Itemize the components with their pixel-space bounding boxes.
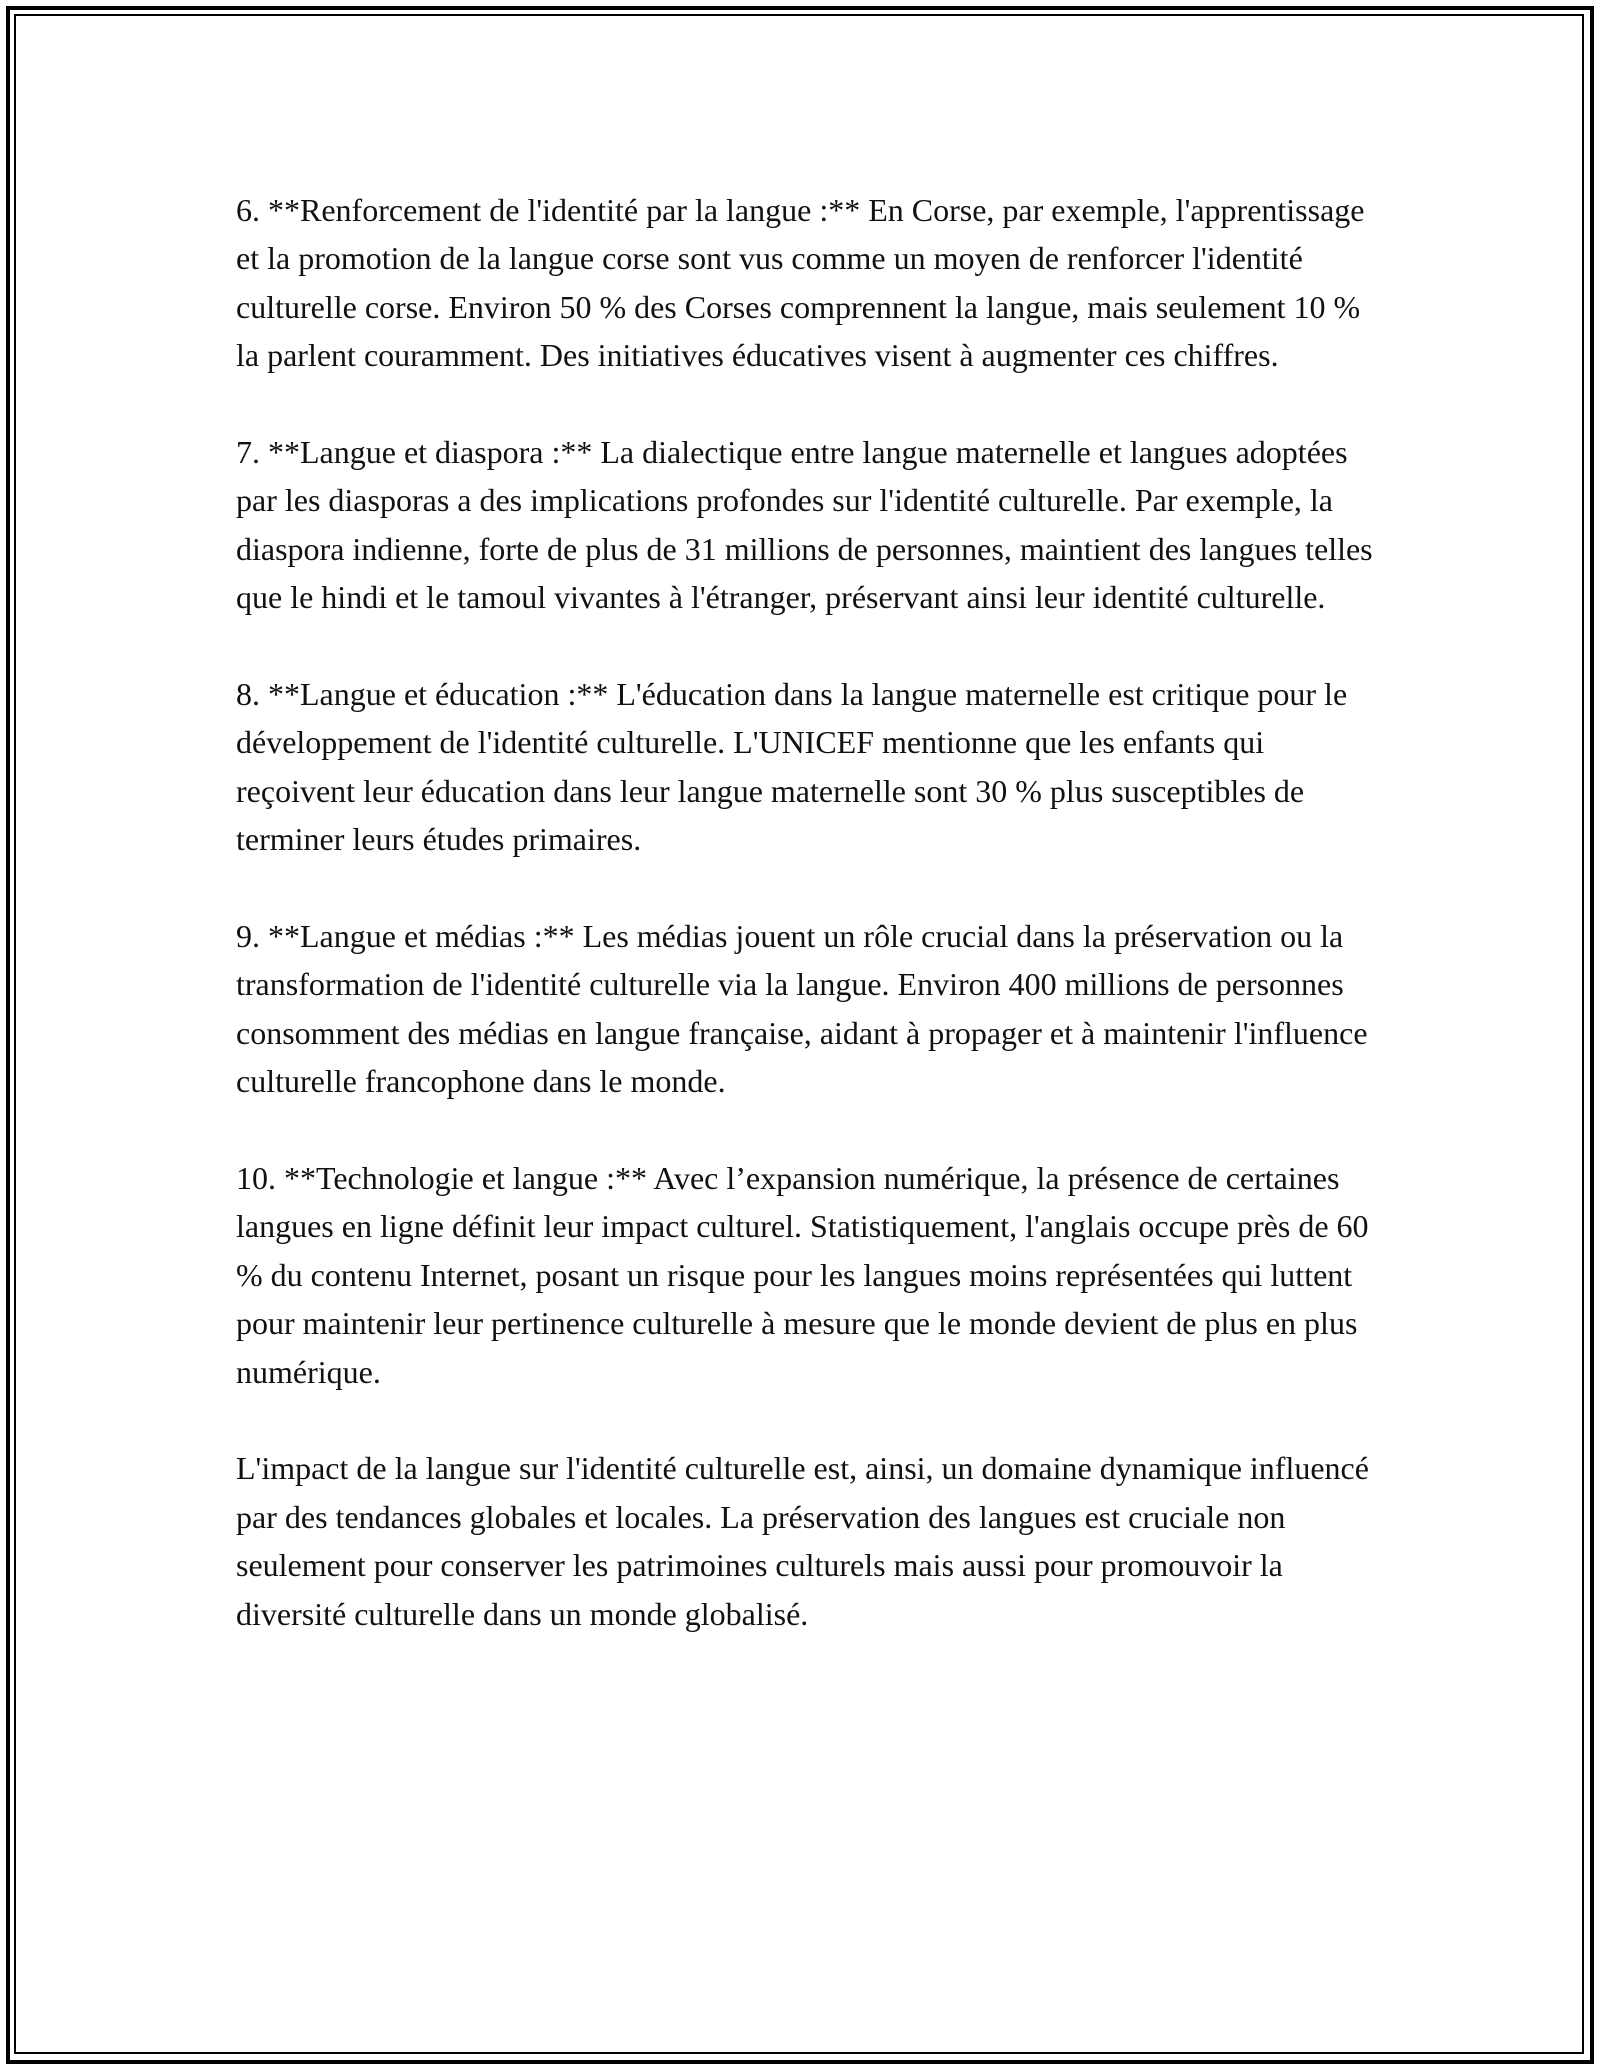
paragraph-item-6: 6. **Renforcement de l'identité par la langue :** En Corse, par exemple, l'apprentissage et la promotion de la langue corse sont vus comme un moyen de renforcer l'identité culturelle corse. Environ 50 % des Corses comprennent la langue, mais seulement 10 % la parlent couramment. Des initiatives éducatives visent à augmenter ces chiffres. <box>236 192 1365 374</box>
paragraph-conclusion: L'impact de la langue sur l'identité culturelle est, ainsi, un domaine dynamique influencé par des tendances globales et locales. La préservation des langues est cruciale non seulement pour conserver les patrimoines culturels mais aussi pour promouvoir la diversité culturelle dans un monde globalisé. <box>236 1450 1369 1632</box>
paragraph-item-8: 8. **Langue et éducation :** L'éducation dans la langue maternelle est critique pour le développement de l'identité culturelle. L'UNICEF mentionne que les enfants qui reçoivent leur éducation dans leur langue maternelle sont 30 % plus susceptibles de terminer leurs études primaires. <box>236 676 1348 858</box>
paragraph-item-7: 7. **Langue et diaspora :** La dialectique entre langue maternelle et langues adoptées par les diasporas a des implications profondes sur l'identité culturelle. Par exemple, la diaspora indienne, forte de plus de 31 millions de personnes, maintient des langues telles que le hindi et le tamoul vivantes à l'étranger, préservant ainsi leur identité culturelle. <box>236 434 1373 616</box>
document-body <box>236 186 1376 1638</box>
paragraph-item-10: 10. **Technologie et langue :** Avec l’expansion numérique, la présence de certaines langues en ligne définit leur impact culturel. Statistiquement, l'anglais occupe près de 60 % du contenu Internet, posant un risque pour les langues moins représentées qui luttent pour maintenir leur pertinence culturelle à mesure que le monde devient de plus en plus numérique. <box>236 1160 1369 1390</box>
paragraph-item-9: 9. **Langue et médias :** Les médias jouent un rôle crucial dans la préservation ou la transformation de l'identité culturelle via la langue. Environ 400 millions de personnes consomment des médias en langue française, aidant à propager et à maintenir l'influence culturelle francophone dans le monde. <box>236 918 1368 1100</box>
